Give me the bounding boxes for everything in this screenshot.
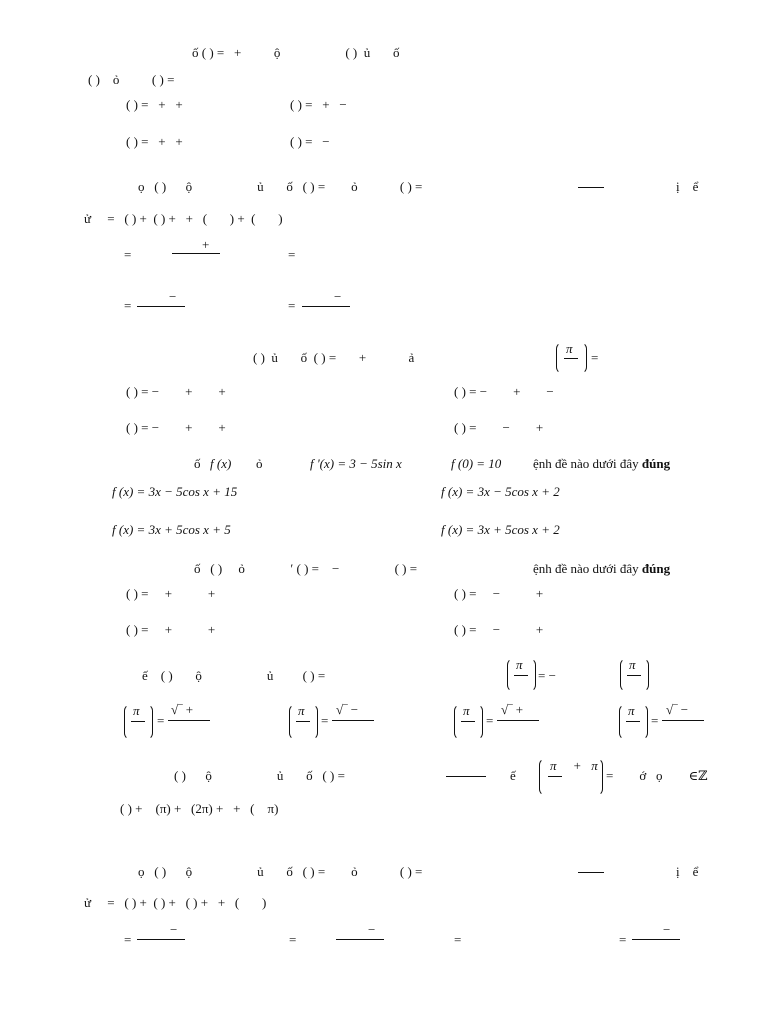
q6-a-bar (168, 720, 210, 721)
q4-option-d: f (x) = 3x + 5cos x + 2 (441, 522, 560, 537)
q6-b-num: √‾ − (336, 702, 359, 717)
q4-fprime: f '(x) = 3 − 5sin x (310, 456, 402, 471)
q8-option-d-eq: = (619, 932, 627, 947)
q8-option-a-eq: = (124, 932, 132, 947)
q2-option-c-bar (137, 306, 185, 307)
q5-option-a: ( ) = + + (126, 586, 216, 601)
q2-option-a-bar (172, 253, 220, 254)
q2-line2: ử = ( ) + ( ) + + ( ) + ( ) (84, 211, 283, 226)
q5-tail-text: ệnh đề nào dưới đây (533, 561, 642, 576)
q6-a-eq: = (157, 713, 165, 728)
q4-tail (533, 456, 670, 472)
q3-option-a: ( ) = − + + (126, 384, 226, 399)
q4-option-b: f (x) = 3x − 5cos x + 2 (441, 484, 560, 499)
q6-pi-bar-1 (514, 675, 528, 676)
q5-option-d: ( ) = − + (454, 622, 544, 637)
q3-right-paren (580, 342, 587, 374)
q8-line2: ử = ( ) + ( ) + ( ) + + ( ) (84, 895, 267, 910)
q8-fraction-bar (578, 872, 604, 873)
q5-tail-bold: đúng (641, 561, 671, 576)
q2-option-a-eq: = (124, 247, 132, 262)
q6-b-bar (332, 720, 374, 721)
q5-option-c: ( ) = + + (126, 622, 216, 637)
q4-tail-bold: đúng (641, 456, 671, 471)
q3-option-b: ( ) = − + − (454, 384, 554, 399)
q3-eq: = (591, 350, 599, 365)
q6-d-paren-r (641, 704, 648, 740)
q6-b-paren-r (311, 704, 318, 740)
q7-fraction-bar (446, 776, 486, 777)
q8-option-a-num: − (170, 922, 178, 937)
q6-a-paren-l (124, 704, 131, 740)
q3-option-c: ( ) = − + + (126, 420, 226, 435)
q7-inner: π + π (550, 758, 598, 773)
q2-option-c-eq: = (124, 298, 132, 313)
q8-line1: ọ ( ) ộ ủ ố ( ) = ỏ ( ) = (138, 864, 423, 879)
q6-b-pi: π (298, 703, 305, 718)
q6-d-paren-l (619, 704, 626, 740)
q6-b-paren-l (289, 704, 296, 740)
q6-c-pi: π (463, 703, 470, 718)
q2-line1: ọ ( ) ộ ủ ố ( ) = ỏ ( ) = (138, 179, 423, 194)
q4-word: ố (194, 456, 201, 471)
q6-c-eq: = (486, 713, 494, 728)
q6-paren-l2 (620, 658, 627, 692)
q2-fraction-bar (578, 187, 604, 188)
q6-a-pi-bar (131, 721, 145, 722)
q5-line1: ố ( ) ỏ ′ ( ) = − ( ) = (194, 561, 418, 576)
q6-pi-1: π (516, 657, 523, 672)
q3-option-d: ( ) = − + (454, 420, 544, 435)
q8-option-b-bar (336, 939, 384, 940)
q6-b-pi-bar (296, 721, 310, 722)
q6-c-pi-bar (461, 721, 475, 722)
q7-tail: = ớ ọ ∈ℤ (606, 768, 708, 783)
q7-paren-l (539, 758, 546, 796)
q4-tail-text: ệnh đề nào dưới đây (533, 456, 642, 471)
q8-option-b-num: − (368, 922, 376, 937)
q6-d-bar (662, 720, 704, 721)
q2-line1-tail: ị ể (676, 179, 699, 194)
q2-option-d-eq: = (288, 298, 296, 313)
q6-a-num: √‾ + (171, 702, 194, 717)
q8-option-c-eq: = (454, 932, 462, 947)
q7-inner-bar (548, 776, 562, 777)
q7-paren-r (596, 758, 603, 796)
q3-pi-bar (564, 358, 578, 359)
q6-d-pi-bar (626, 721, 640, 722)
q6-line1: ế ( ) ộ ủ ( ) = (142, 668, 326, 683)
q4-fx: f (x) (210, 456, 232, 471)
q1-line1: ố ( ) = + ộ ( ) ủ ố (192, 45, 400, 60)
q2-option-a-num: + (202, 237, 210, 252)
q2-option-c-num: − (169, 289, 177, 304)
q2-option-b-eq: = (288, 247, 296, 262)
q6-a-paren-r (146, 704, 153, 740)
q6-paren-r2 (642, 658, 649, 692)
q1-option-a: ( ) = + + (126, 97, 183, 112)
q6-pi-2: π (629, 657, 636, 672)
q6-eq-neg: = − (538, 668, 556, 683)
q6-b-eq: = (321, 713, 329, 728)
q5-option-b: ( ) = − + (454, 586, 544, 601)
q6-c-bar (497, 720, 539, 721)
q6-c-num: √‾ + (501, 702, 524, 717)
q6-d-eq: = (651, 713, 659, 728)
q4-option-a: f (x) = 3x − 5cos x + 15 (112, 484, 238, 499)
q3-left-paren (556, 342, 563, 374)
q4-option-c: f (x) = 3x + 5cos x + 5 (112, 522, 231, 537)
q8-line1-tail: ị ể (676, 864, 699, 879)
q2-option-d-num: − (334, 289, 342, 304)
q6-paren-l1 (507, 658, 514, 692)
q6-paren-r1 (529, 658, 536, 692)
q8-option-b-eq: = (289, 932, 297, 947)
q3-pi: π (566, 341, 573, 356)
q6-pi-bar-2 (627, 675, 641, 676)
q7-line1: ( ) ộ ủ ố ( ) = (174, 768, 345, 783)
q6-c-paren-r (476, 704, 483, 740)
q3-line1: ( ) ủ ố ( ) = + ả (253, 350, 415, 365)
q4-o: ỏ (256, 456, 263, 471)
q6-a-pi: π (133, 703, 140, 718)
q6-d-pi: π (628, 703, 635, 718)
q2-option-d-bar (302, 306, 350, 307)
q1-option-b: ( ) = + − (290, 97, 347, 112)
q8-option-a-bar (137, 939, 185, 940)
q6-d-num: √‾ − (666, 702, 689, 717)
q1-option-d: ( ) = − (290, 134, 330, 149)
q4-f0: f (0) = 10 (451, 456, 502, 471)
q7-e: ế (510, 768, 516, 783)
q8-option-d-num: − (663, 922, 671, 937)
q1-line2: ( ) ỏ ( ) = (88, 72, 175, 87)
q8-option-d-bar (632, 939, 680, 940)
q7-line2: ( ) + (π) + (2π) + + ( π) (120, 801, 279, 816)
q1-option-c: ( ) = + + (126, 134, 183, 149)
q6-c-paren-l (454, 704, 461, 740)
q5-tail (533, 561, 670, 577)
